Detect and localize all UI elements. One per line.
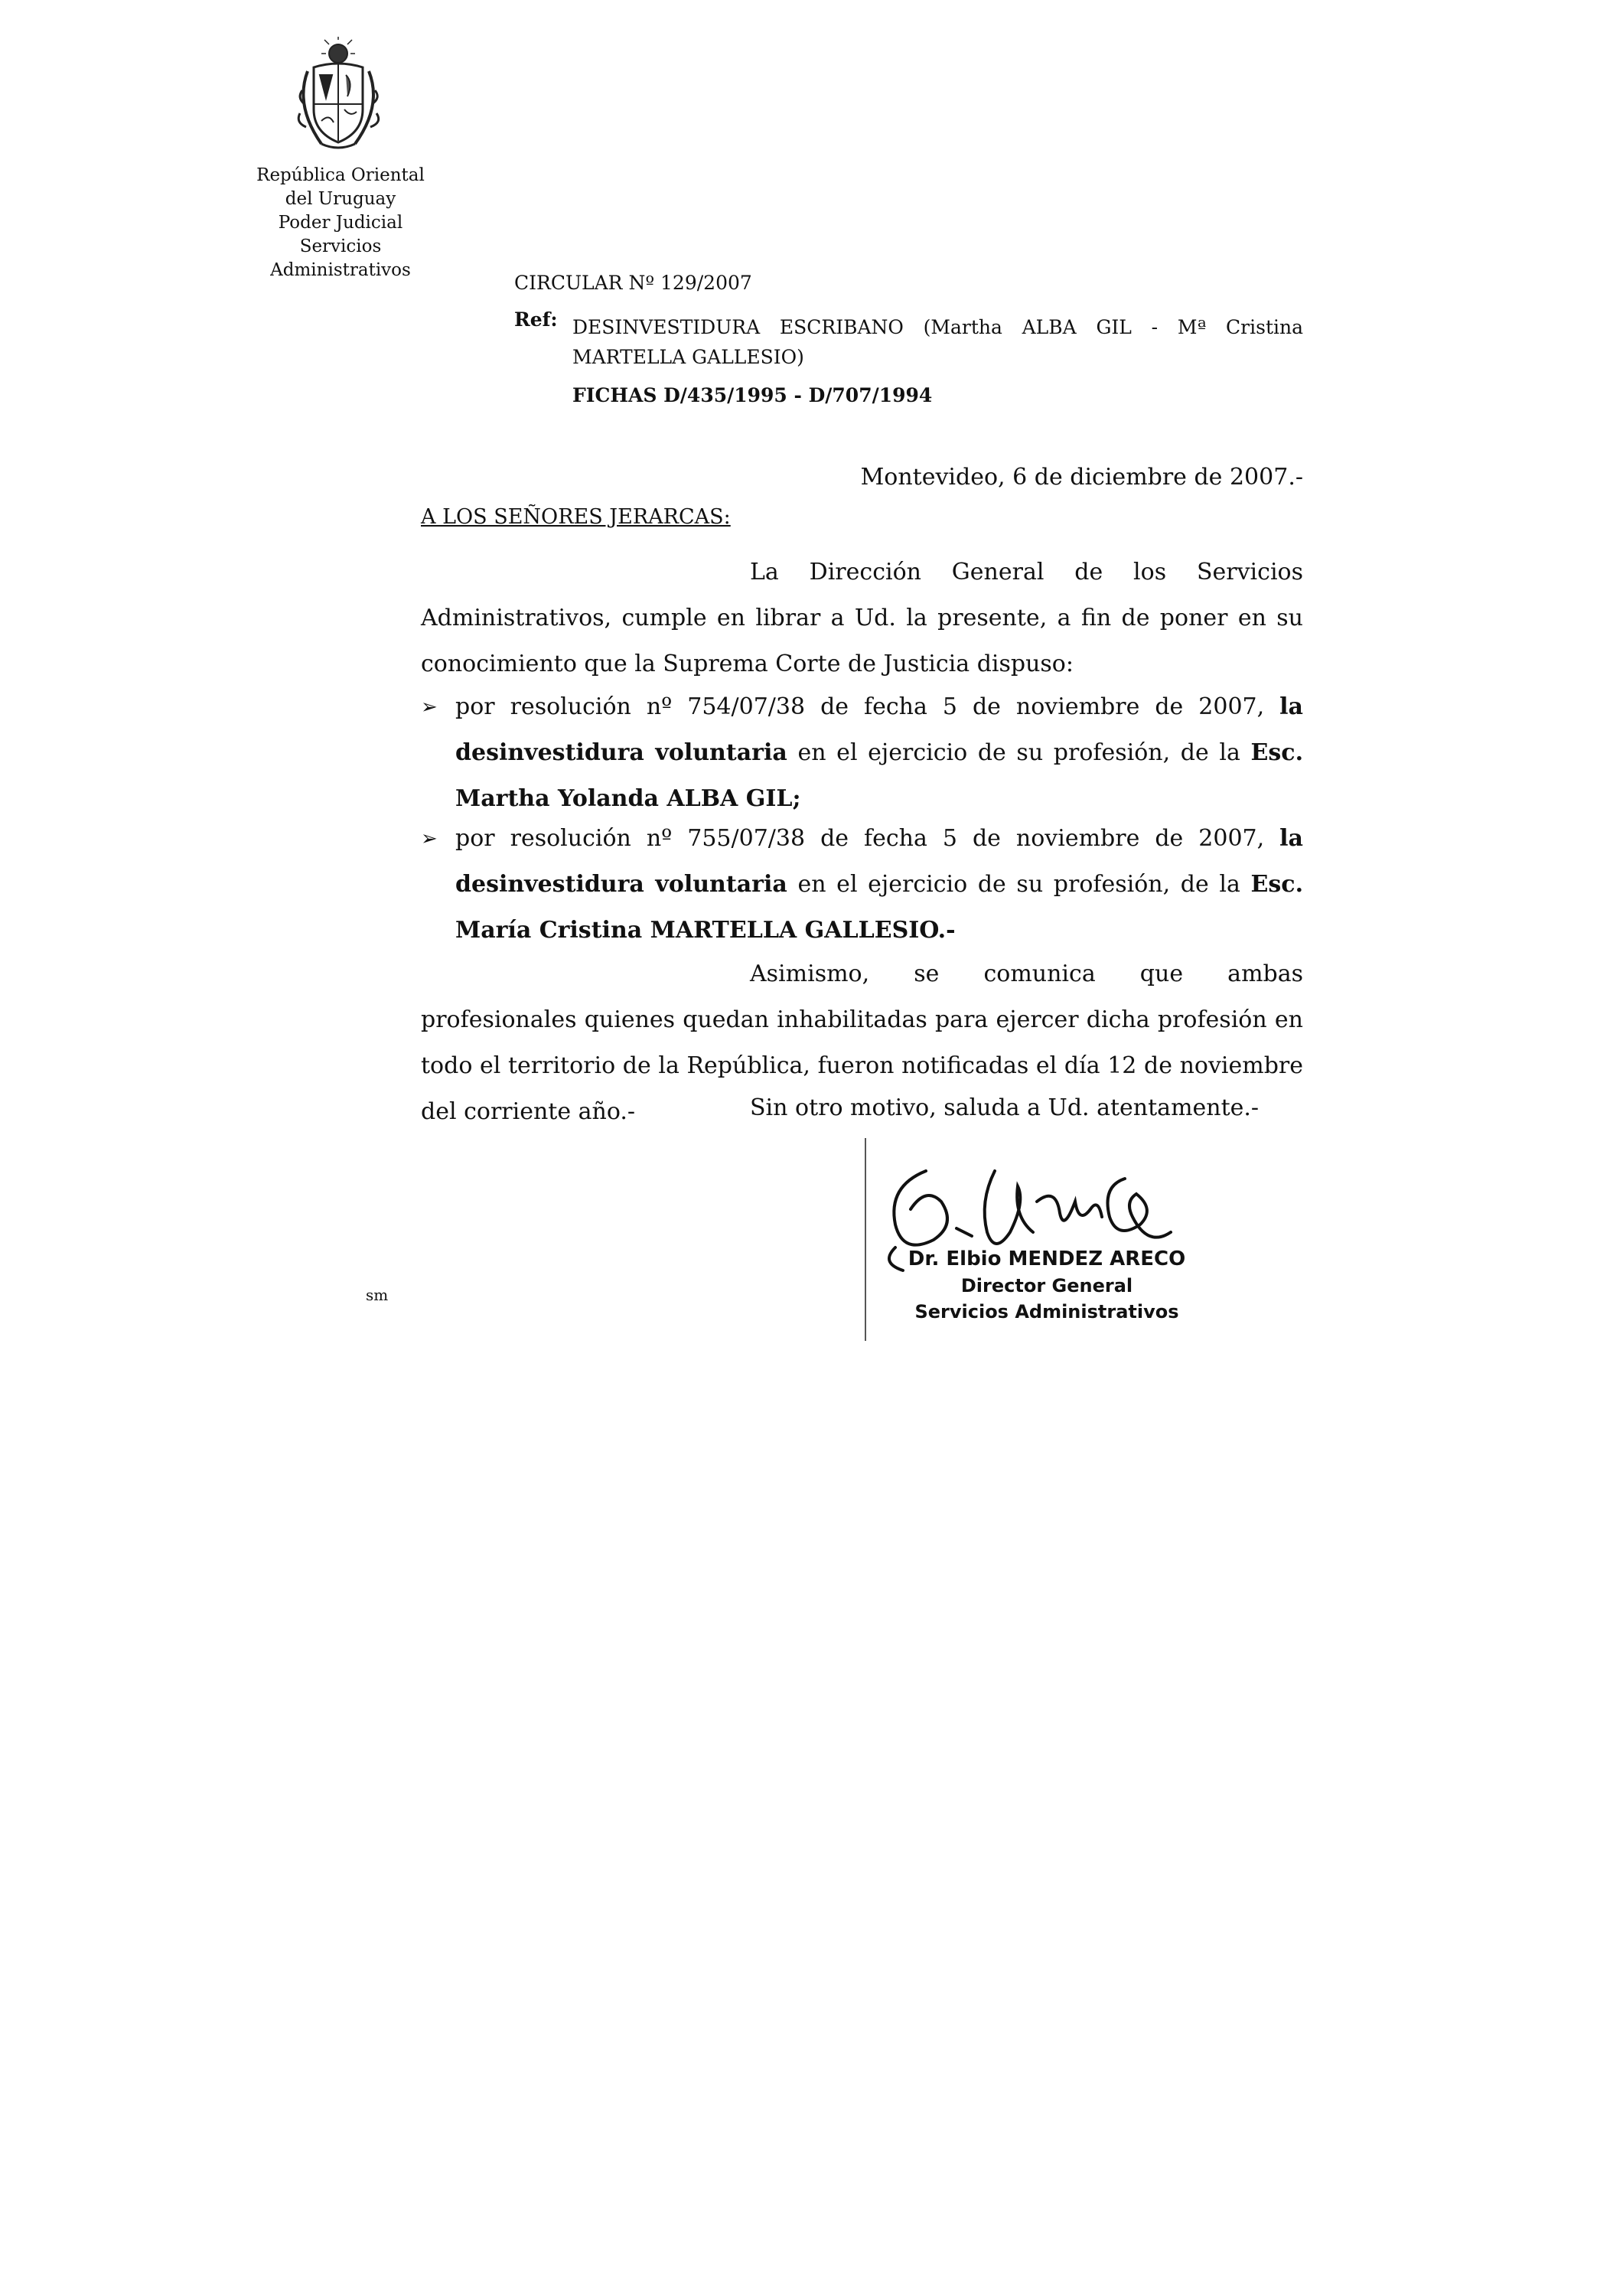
office-line: Administrativos [270,260,411,280]
salutation: A LOS SEÑORES JERARCAS: [421,505,731,529]
resolution-prefix: por resolución nº 754/07/38 de fecha 5 de noviembre de 2007, [455,693,1265,720]
arrow-bullet-icon: ➢ [421,696,438,719]
intro-paragraph [421,550,1303,687]
ref-label: Ref: [514,308,558,331]
office-letterhead [245,164,436,282]
signer-title: Director General [960,1275,1133,1296]
resolution-middle: en el ejercicio de su profesión, de la [797,871,1240,898]
office-line: Servicios [299,236,382,256]
closing-line: Sin otro motivo, saluda a Ud. atentamente.- [750,1094,1260,1121]
office-line: del Uruguay [285,189,396,209]
notification-text: Asimismo, se comunica que ambas profesionales quienes quedan inhabilitadas para ejercer dicha profesión en todo el territorio de la República, fueron notificadas el día 12 de noviembre del corriente año.- [421,960,1303,1125]
resolution-item [421,816,1303,954]
resolution-name: Esc. María Cristina MARTELLA GALLESIO.- [455,871,1304,944]
resolution-prefix: por resolución nº 755/07/38 de fecha 5 de noviembre de 2007, [455,825,1265,852]
office-line: Poder Judicial [278,213,403,233]
circular-number: CIRCULAR Nº 129/2007 [514,272,752,294]
ref-line-1: DESINVESTIDURA ESCRIBANO (Martha ALBA GIL - Mª Cristina [572,316,1303,338]
typist-initials: sm [366,1286,389,1304]
letter-date: Montevideo, 6 de diciembre de 2007.- [860,464,1303,491]
fichas: FICHAS D/435/1995 - D/707/1994 [572,384,933,406]
resolution-item [421,684,1303,822]
resolution-middle: en el ejercicio de su profesión, de la [797,739,1240,766]
ref-line-2: MARTELLA GALLESIO) [572,346,804,368]
intro-text: La Dirección General de los Servicios Administrativos, cumple en librar a Ud. la presente, a fin de poner en su conocimiento que la Suprema Corte de Justicia dispuso: [421,559,1303,677]
office-line: República Oriental [256,165,425,185]
resolution-name: Esc. Martha Yolanda ALBA GIL; [455,739,1304,812]
resolution-bold: la desinvestidura voluntaria [455,693,1303,766]
resolution-bold: la desinvestidura voluntaria [455,825,1303,898]
signer-office: Servicios Administrativos [914,1301,1179,1322]
arrow-bullet-icon: ➢ [421,827,438,850]
signature-divider [865,1138,866,1341]
signer-name: Dr. Elbio MENDEZ ARECO [908,1247,1186,1270]
uruguay-coat-of-arms-icon [291,37,386,155]
